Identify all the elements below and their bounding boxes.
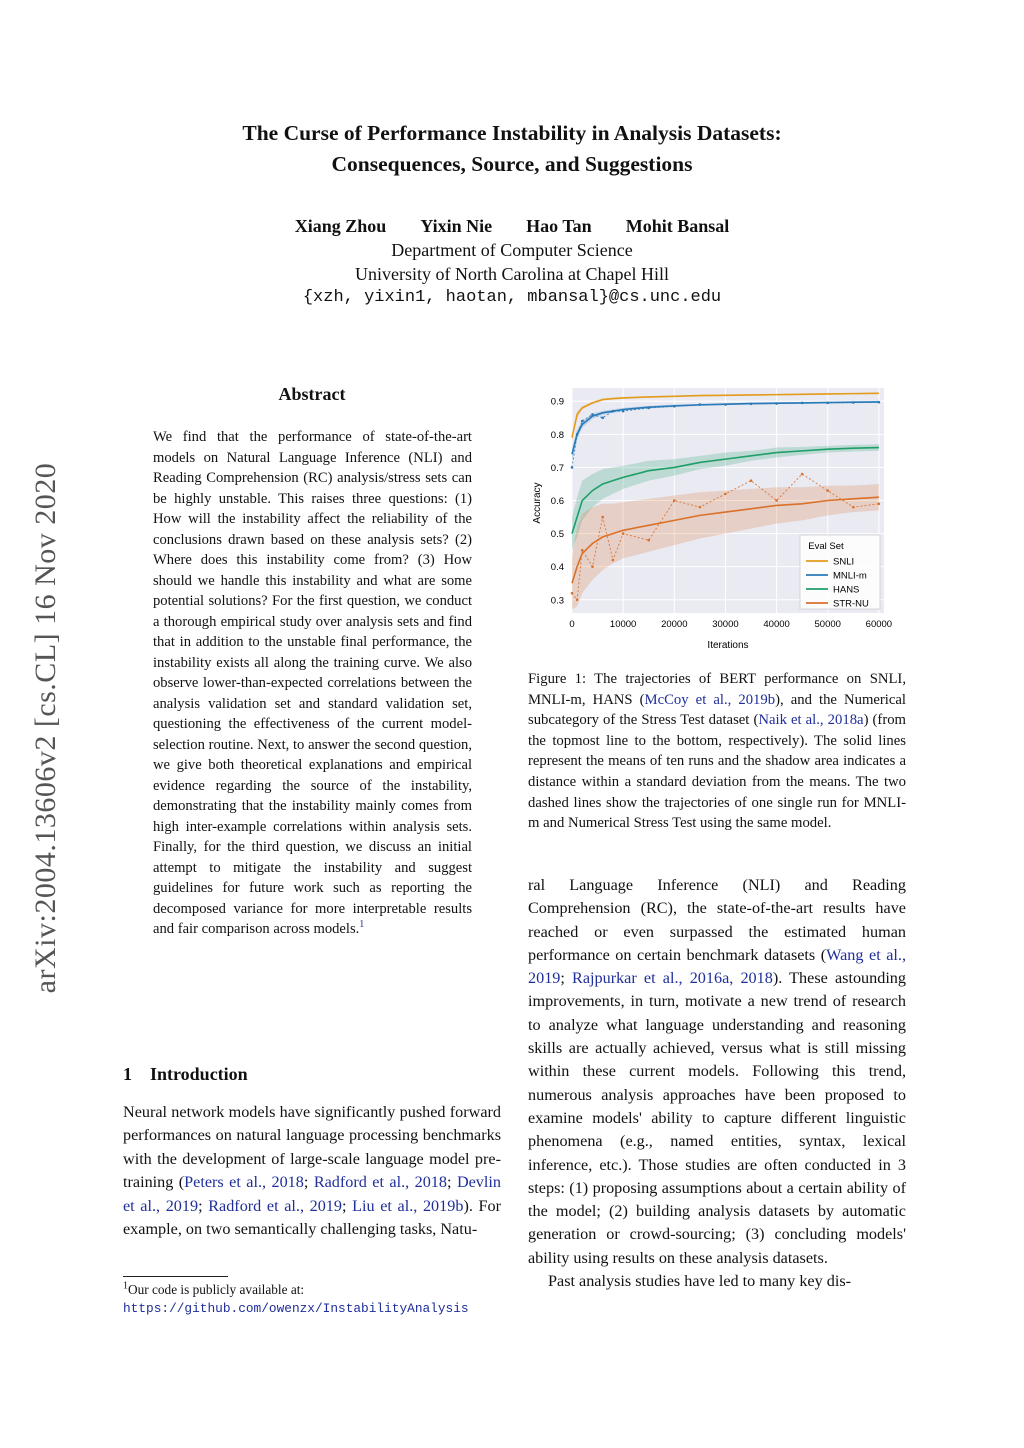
single-run-point [750,479,753,482]
single-run-point [591,565,594,568]
single-run-point [576,598,579,601]
affiliation-university: University of North Carolina at Chapel Hill [355,264,669,284]
affiliation-department: Department of Computer Science [391,240,633,260]
single-run-point [612,559,615,562]
section-title: Introduction [150,1064,248,1084]
single-run-point [647,539,650,542]
y-tick-label: 0.7 [550,462,564,474]
author-emails: {xzh, yixin1, haotan, mbansal}@cs.unc.edu [302,288,722,307]
single-run-point [775,499,778,502]
citation-separator: ; [342,1196,353,1215]
single-run-point [878,503,881,506]
section-heading-introduction [123,1064,248,1085]
author-name: Yixin Nie [420,216,493,236]
single-run-point [571,466,574,469]
citation-link[interactable]: Liu et al., 2019b [352,1196,464,1215]
citation-link[interactable]: Peters et al., 2018 [184,1173,304,1192]
x-tick-label: 60000 [865,619,893,630]
intro-paragraph-left [123,1101,501,1241]
footnote-rule [123,1276,228,1277]
single-run-point [601,416,604,419]
chart-legend [800,535,880,610]
legend-label: MNLI-m [833,570,867,582]
paper-title [0,118,1024,180]
footnote-ref-1[interactable]: 1 [359,919,365,931]
citation-link[interactable]: Radford et al., 2019 [208,1196,342,1215]
footnote [123,1281,513,1318]
intro-text: ). For example, on two semantically challenging tasks, Natu- [123,1196,501,1239]
citation-separator: ; [198,1196,209,1215]
citation-separator: ; [560,969,573,988]
figure-1-chart [530,383,908,655]
caption-text: Figure 1: The trajectories of BERT performance on SNLI, MNLI-m, HANS ( [528,671,906,708]
caption-text: ), and the Numerical subcategory of the Stress Test dataset ( [528,691,907,729]
author-block [0,214,1024,310]
single-run-point [622,532,625,535]
author-name: Xiang Zhou [294,216,387,236]
y-tick-label: 0.3 [550,595,564,607]
citation-link[interactable]: Wang et al., 2019 [528,945,906,988]
citation-separator: ; [447,1173,457,1192]
footnote-text: Our code is publicly available at: [128,1282,305,1297]
x-tick-label: 30000 [712,619,739,630]
x-tick-label: 50000 [814,619,841,630]
legend-label: SNLI [833,556,855,568]
y-tick-label: 0.9 [550,396,564,408]
intro-text: ral Language Inference (NLI) and Reading Comprehension (RC), the state-of-the-art results have reached or even surpassed the estimated human performance on certain benchmark datasets ( [528,876,906,964]
legend-label: HANS [833,584,860,596]
x-tick-label: 20000 [661,619,688,630]
y-tick-label: 0.8 [550,429,564,441]
author-name: Hao Tan [526,216,592,236]
legend-title: Eval Set [808,541,844,552]
abstract-body [153,427,472,940]
single-run-point [724,493,727,496]
intro-paragraph-right [528,874,906,1293]
intro-text: Neural network models have significantly pushed forward performances on natural language processing benchmarks with the development of large-scale language model pre-training ( [123,1103,501,1192]
single-run-point [601,516,604,519]
x-tick-label: 40000 [763,619,790,630]
single-run-point [801,473,804,476]
abstract-heading: Abstract [278,384,346,404]
citation-link[interactable]: Rajpurkar et al., 2016a, 2018 [572,969,773,988]
figure-1-caption [528,669,906,834]
intro-text: ). These astounding improvements, in turn, motivate a new trend of research to analyze what language understanding and reasoning skills are actually achieved, versus what is still missing within these current models. Following this trend, numerous analysis approaches have been proposed to examine models' ability to capture different linguistic phenomena (e.g., named entities, syntax, lexical inference, etc.). Those studies are often conducted in 3 steps: (1) proposing assumptions about a certain ability of the model; (2) building analysis datasets by automatic generation or crowd-sourcing; (3) concluding models' ability using results on these analysis datasets. [528,969,906,1267]
title-line-1: The Curse of Performance Instability in Analysis Datasets: [242,121,782,145]
single-run-point [571,592,574,595]
citation-separator: ; [303,1173,314,1192]
title-line-2: Consequences, Source, and Suggestions [331,152,693,176]
author-name: Mohit Bansal [625,216,730,236]
citation-link[interactable]: Radford et al., 2018 [313,1173,447,1192]
intro-paragraph-2: Past analysis studies have led to many key dis- [548,1272,852,1291]
intro-paragraph [528,874,906,1270]
single-run-point [581,420,584,423]
x-tick-label: 10000 [609,619,637,630]
citation-link[interactable]: Naik et al., 2018a [758,712,864,729]
y-tick-label: 0.6 [550,496,564,507]
single-run-point [826,489,829,492]
arxiv-identifier: arXiv:2004.13606v2 [cs.CL] 16 Nov 2020 [29,462,62,994]
citation-link[interactable]: Devlin et al., 2019 [123,1173,501,1215]
y-axis-label: Accuracy [532,482,543,524]
caption-text: ) (from the topmost line to the bottom, respectively). The solid lines represent the means of ten runs and the shadow area indicates a distance within a standard deviation from the means. The two dashed lines show the trajectories of one single run for MNLI-m and Numerical Stress Test using the same model. [528,712,906,832]
footnote-mark: 1 [123,1280,128,1292]
code-url-link[interactable]: https://github.com/owenzx/InstabilityAnalysis [123,1301,469,1316]
section-number: 1 [123,1064,132,1084]
single-run-point [673,499,676,502]
legend-label: STR-NU [833,598,869,610]
x-axis-label: Iterations [707,640,749,651]
abstract-text: We find that the performance of state-of-the-art models on Natural Language Inference (NLI) and Reading Comprehension (RC) analysis/stress sets can be highly unstable. This raises three questions: (1) How will the instability affect the reliability of the conclusions drawn based on these analysis sets? (2) Where does this instability come from? (3) How should we handle this instability and what are some potential solutions? For the first question, we conduct a thorough empirical study over analysis sets and find that in addition to the unstable final performance, the instability exists all along the training curve. We also observe lower-than-expected correlations between the analysis validation set and standard validation set, questioning the effectiveness of the current model-selection routine. Next, to answer the second question, we give both theoretical explanations and empirical evidence regarding the source of the instability, demonstrating that the instability mainly comes from high inter-example correlations within analysis sets. Finally, for the third question, we discuss an initial attempt to mitigate the instability and suggest guidelines for future work such as reporting the decomposed variance for more interpretable results and fair comparison across models. [153,429,472,937]
x-tick-label: 0 [569,619,575,630]
y-tick-label: 0.4 [550,562,564,574]
author-names [0,214,1024,238]
single-run-point [852,506,855,509]
single-run-point [581,549,584,552]
single-run-point [699,506,702,509]
citation-link[interactable]: McCoy et al., 2019b [644,691,776,708]
y-tick-label: 0.5 [550,529,564,541]
